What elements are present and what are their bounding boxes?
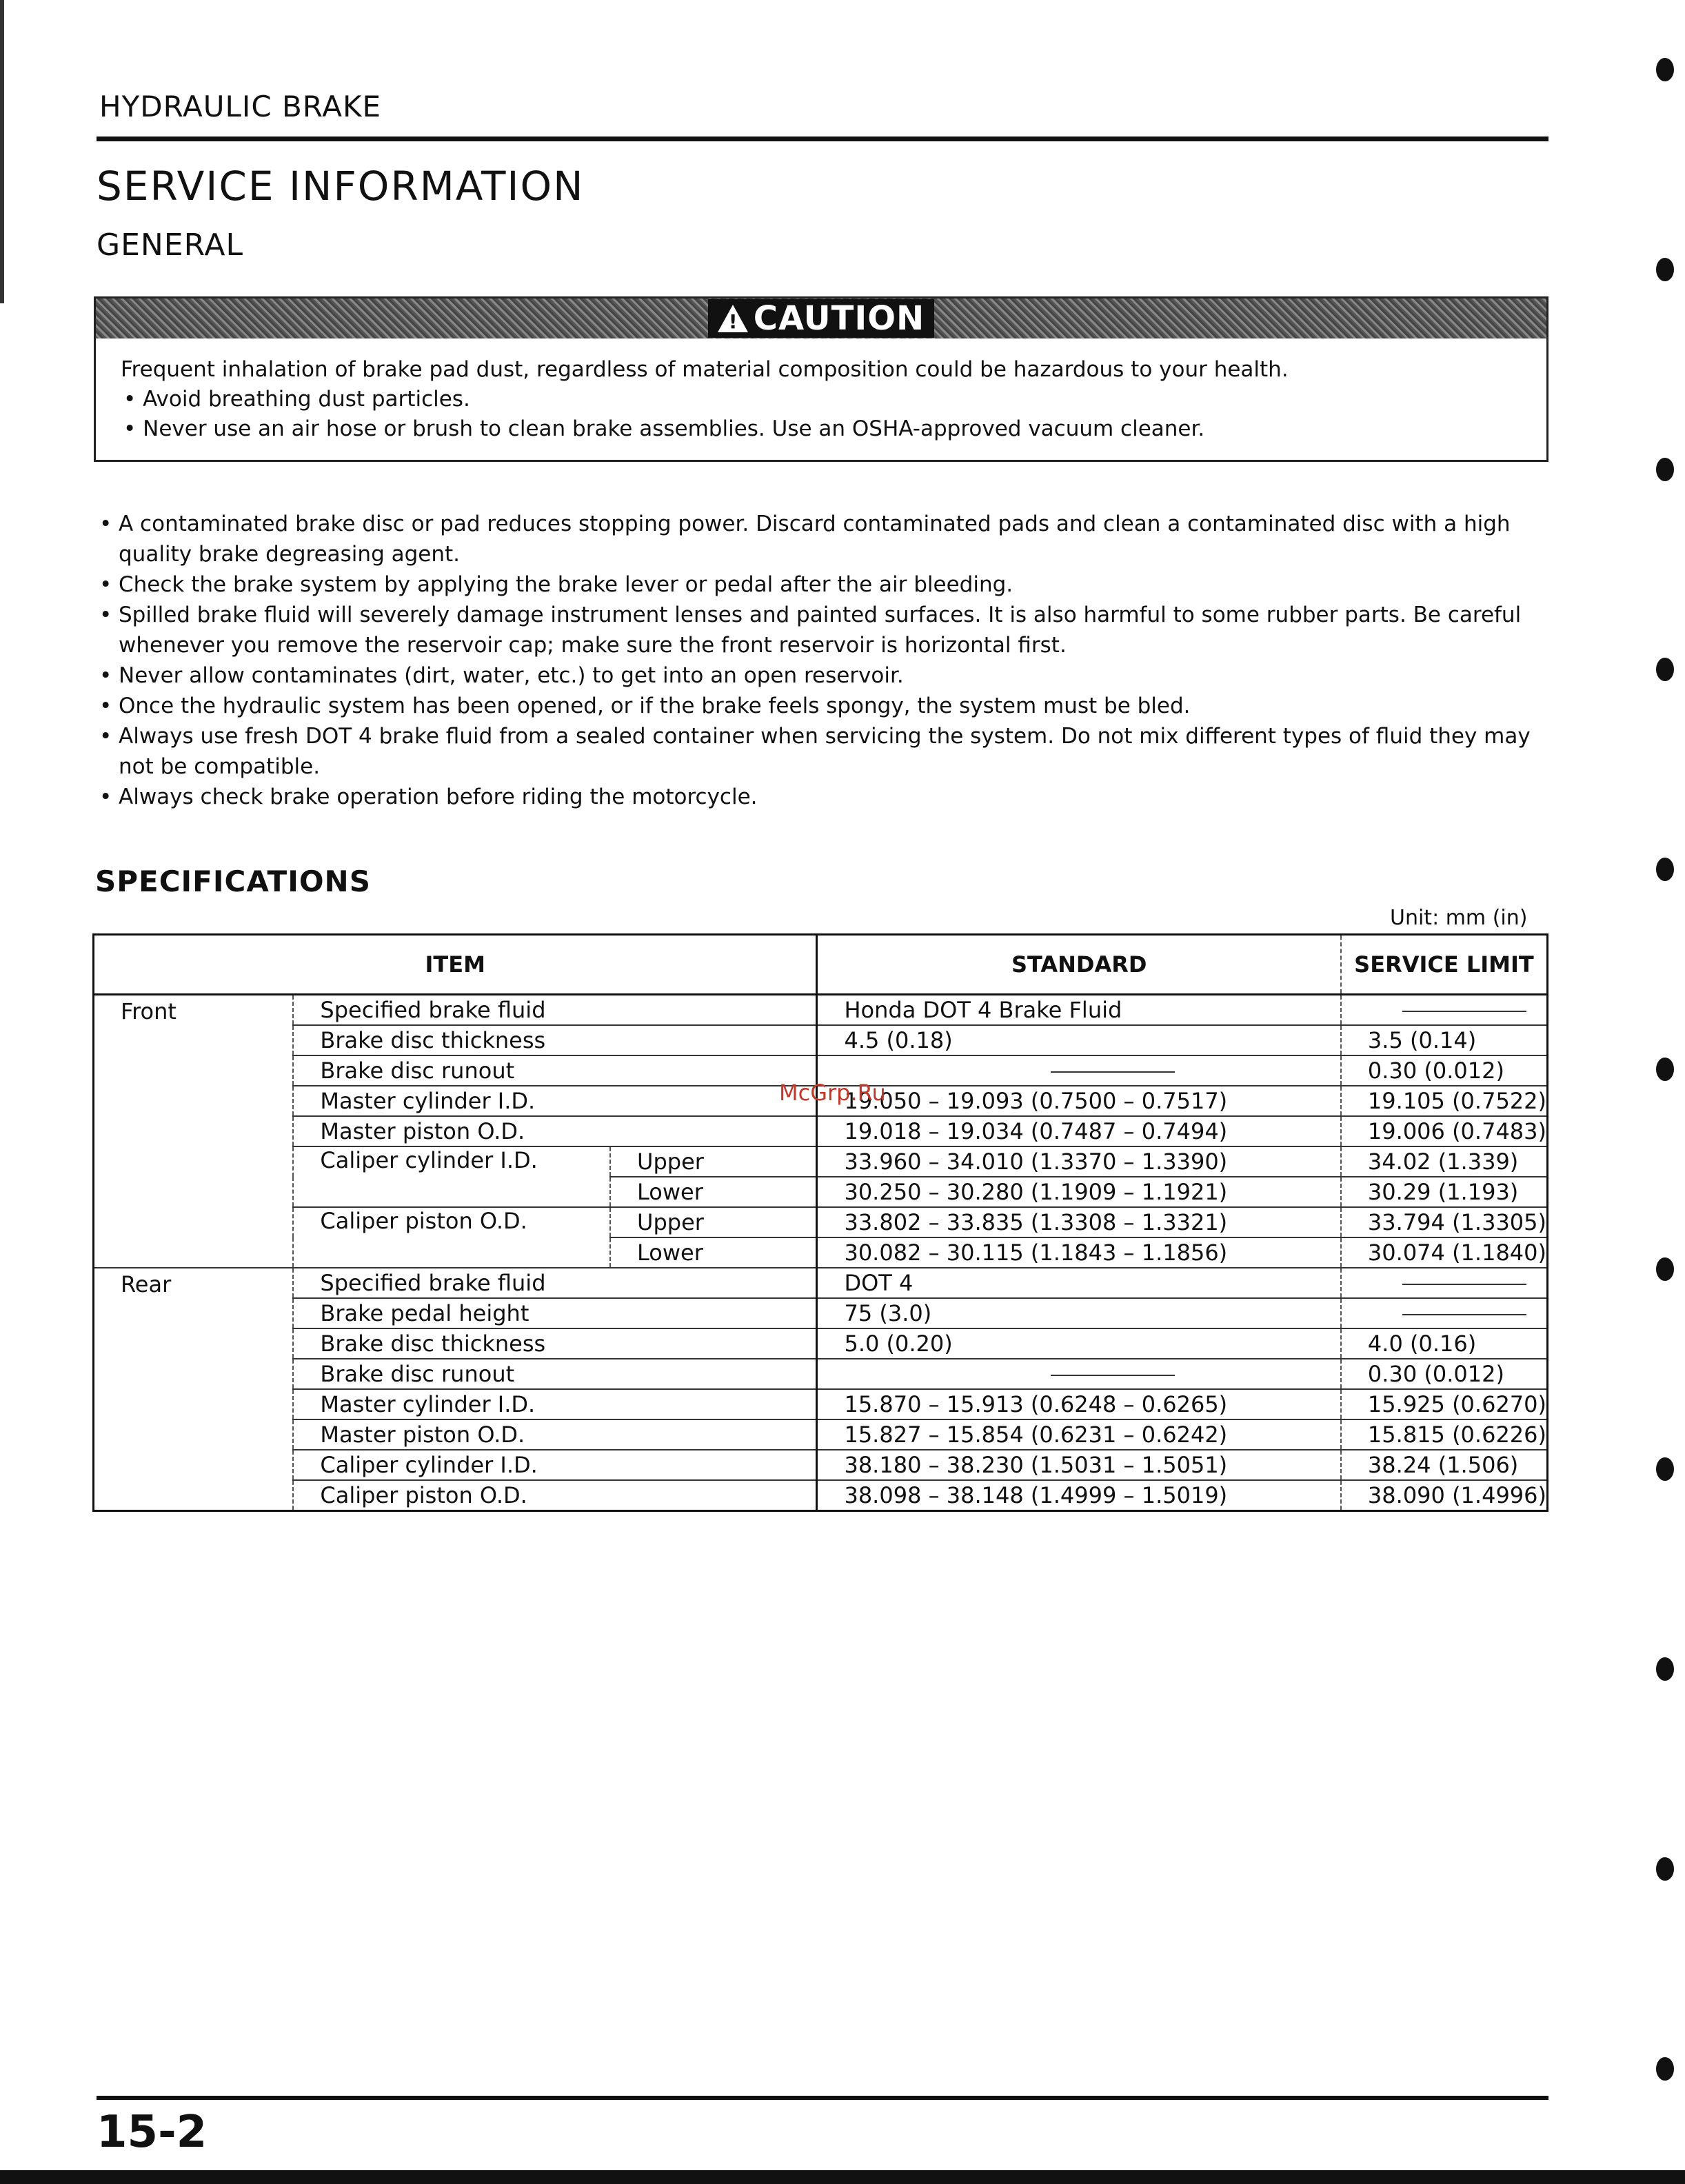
header-standard: STANDARD [817, 935, 1341, 995]
warning-triangle-icon: ! [718, 305, 748, 332]
specifications-title: SPECIFICATIONS [95, 865, 371, 898]
section-header: HYDRAULIC BRAKE [99, 90, 382, 123]
row-item: Caliper piston O.D. [293, 1480, 817, 1511]
table-row [94, 1389, 1548, 1419]
caution-bullet: • Never use an air hose or brush to clean brake assemblies. Use an OSHA-approved vacuum cleaner. [123, 416, 1205, 441]
table-row [94, 1298, 1548, 1328]
general-notes [99, 509, 1554, 812]
row-item: Master cylinder I.D. [293, 1389, 817, 1419]
row-item: Brake disc thickness [293, 1025, 817, 1055]
table-row [94, 1025, 1548, 1055]
section-subtitle: GENERAL [97, 228, 244, 263]
row-item: Master cylinder I.D. [293, 1086, 817, 1116]
table-row [94, 1450, 1548, 1480]
row-limit: 33.794 (1.3305) [1341, 1207, 1548, 1237]
row-sub: Upper [610, 1146, 817, 1177]
note-item: • Always use fresh DOT 4 brake fluid from a sealed container when servicing the system. Do not mix different types of fluid they may not be compatible. [99, 721, 1554, 782]
table-row [94, 1359, 1548, 1389]
row-standard: Honda DOT 4 Brake Fluid [817, 995, 1341, 1026]
row-item: Caliper cylinder I.D. [293, 1146, 610, 1207]
row-limit: 38.090 (1.4996) [1341, 1480, 1548, 1511]
row-standard: 4.5 (0.18) [817, 1025, 1341, 1055]
row-standard: 19.018 – 19.034 (0.7487 – 0.7494) [817, 1116, 1341, 1146]
row-limit: 0.30 (0.012) [1341, 1359, 1548, 1389]
row-limit: 15.815 (0.6226) [1341, 1419, 1548, 1450]
row-standard: 30.250 – 30.280 (1.1909 – 1.1921) [817, 1177, 1341, 1207]
row-limit: 30.074 (1.1840) [1341, 1237, 1548, 1268]
row-item: Caliper piston O.D. [293, 1207, 610, 1268]
page-number: 15-2 [97, 2107, 208, 2158]
caution-bullet: • Avoid breathing dust particles. [123, 387, 470, 412]
row-sub: Lower [610, 1177, 817, 1207]
watermark: McGrp.Ru [779, 1080, 886, 1106]
binder-hole [1656, 858, 1674, 881]
table-row [94, 1480, 1548, 1511]
header-service-limit: SERVICE LIMIT [1341, 935, 1548, 995]
caution-banner [96, 299, 1546, 338]
table-row [94, 995, 1548, 1026]
binder-hole [1656, 1257, 1674, 1281]
row-limit: 19.105 (0.7522) [1341, 1086, 1548, 1116]
unit-label: Unit: mm (in) [1390, 906, 1528, 930]
row-standard: 19.050 – 19.093 (0.7500 – 0.7517) [817, 1086, 1341, 1116]
row-standard: DOT 4 [817, 1268, 1341, 1298]
binder-hole [1656, 58, 1674, 81]
row-limit-none [1341, 1298, 1548, 1328]
scan-edge-bottom [0, 2170, 1685, 2184]
caution-box [94, 296, 1548, 462]
row-sub: Upper [610, 1207, 817, 1237]
row-limit: 19.006 (0.7483) [1341, 1116, 1548, 1146]
row-standard: 33.960 – 34.010 (1.3370 – 1.3390) [817, 1146, 1341, 1177]
note-item: • Never allow contaminates (dirt, water, etc.) to get into an open reservoir. [99, 660, 1554, 691]
header-item: ITEM [94, 935, 817, 995]
row-sub: Lower [610, 1237, 817, 1268]
table-row [94, 1419, 1548, 1450]
binder-hole [1656, 258, 1674, 281]
caution-text [121, 355, 1289, 444]
row-limit: 4.0 (0.16) [1341, 1328, 1548, 1359]
specifications-table [92, 933, 1548, 1512]
row-item: Brake disc runout [293, 1055, 817, 1086]
note-item: • Spilled brake fluid will severely damage instrument lenses and painted surfaces. It is also harmful to some rubber parts. Be careful whenever you remove the reservoir cap; make sure the front reservoir is horizontal first. [99, 600, 1554, 660]
row-item: Specified brake fluid [293, 1268, 817, 1298]
note-item: • A contaminated brake disc or pad reduces stopping power. Discard contaminated pads and clean a contaminated disc with a high quality brake degreasing agent. [99, 509, 1554, 569]
row-standard: 15.870 – 15.913 (0.6248 – 0.6265) [817, 1389, 1341, 1419]
binder-hole [1656, 1058, 1674, 1081]
table-header-row [94, 935, 1548, 995]
page-title: SERVICE INFORMATION [97, 163, 585, 210]
binder-hole [1656, 1657, 1674, 1681]
note-item: • Always check brake operation before riding the motorcycle. [99, 782, 1554, 812]
binder-hole [1656, 2057, 1674, 2081]
row-item: Specified brake fluid [293, 995, 817, 1026]
row-item: Caliper cylinder I.D. [293, 1450, 817, 1480]
row-standard-none [817, 1055, 1341, 1086]
row-standard: 38.180 – 38.230 (1.5031 – 1.5051) [817, 1450, 1341, 1480]
row-standard-none [817, 1359, 1341, 1389]
note-item: • Once the hydraulic system has been opened, or if the brake feels spongy, the system must be bled. [99, 691, 1554, 721]
row-limit: 30.29 (1.193) [1341, 1177, 1548, 1207]
row-item: Brake disc thickness [293, 1328, 817, 1359]
binder-hole [1656, 458, 1674, 481]
footer-rule [97, 2096, 1548, 2100]
row-limit-none [1341, 995, 1548, 1026]
row-item: Brake disc runout [293, 1359, 817, 1389]
row-item: Brake pedal height [293, 1298, 817, 1328]
binder-hole [1656, 658, 1674, 681]
row-standard: 33.802 – 33.835 (1.3308 – 1.3321) [817, 1207, 1341, 1237]
caution-label: CAUTION [753, 299, 925, 338]
row-limit: 34.02 (1.339) [1341, 1146, 1548, 1177]
caution-statement: Frequent inhalation of brake pad dust, regardless of material composition could be hazardous to your health. [121, 357, 1289, 382]
scan-edge-left [0, 0, 4, 303]
binder-hole [1656, 1857, 1674, 1881]
row-standard: 15.827 – 15.854 (0.6231 – 0.6242) [817, 1419, 1341, 1450]
table-row [94, 1268, 1548, 1298]
row-limit-none [1341, 1268, 1548, 1298]
row-item: Master piston O.D. [293, 1116, 817, 1146]
row-limit: 38.24 (1.506) [1341, 1450, 1548, 1480]
table-row [94, 1146, 1548, 1177]
row-item: Master piston O.D. [293, 1419, 817, 1450]
row-standard: 38.098 – 38.148 (1.4999 – 1.5019) [817, 1480, 1341, 1511]
group-front: Front [94, 995, 294, 1268]
row-limit: 15.925 (0.6270) [1341, 1389, 1548, 1419]
header-rule [97, 136, 1548, 141]
note-item: • Check the brake system by applying the brake lever or pedal after the air bleeding. [99, 569, 1554, 600]
row-standard: 5.0 (0.20) [817, 1328, 1341, 1359]
row-standard: 75 (3.0) [817, 1298, 1341, 1328]
row-limit: 0.30 (0.012) [1341, 1055, 1548, 1086]
table-row [94, 1116, 1548, 1146]
table-row [94, 1328, 1548, 1359]
row-standard: 30.082 – 30.115 (1.1843 – 1.1856) [817, 1237, 1341, 1268]
table-row [94, 1207, 1548, 1237]
row-limit: 3.5 (0.14) [1341, 1025, 1548, 1055]
group-rear: Rear [94, 1268, 294, 1511]
binder-hole [1656, 1457, 1674, 1481]
